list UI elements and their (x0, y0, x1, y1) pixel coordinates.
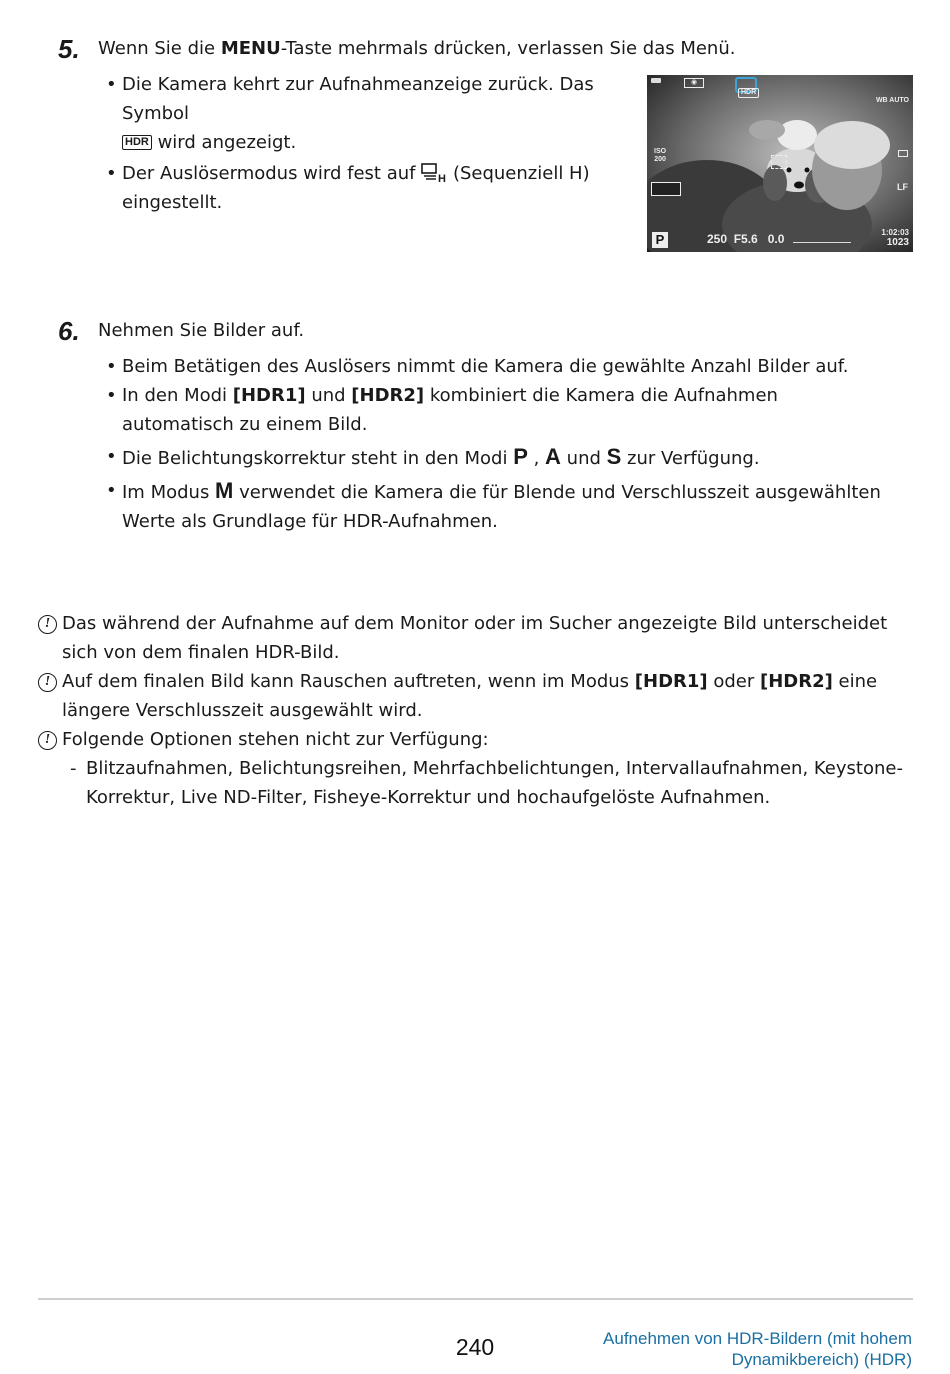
step-6-bullets (104, 352, 894, 536)
note-subitem (38, 754, 908, 812)
notes-section (38, 609, 908, 812)
text-segment: eine längere Verschlusszeit ausgewählt wird. (62, 671, 878, 721)
mode-p-label: P (513, 444, 528, 469)
note-text: Folgende Optionen stehen nicht zur Verfügung: (62, 729, 489, 750)
exposure-readout (707, 232, 784, 246)
hdr-icon: HDR (738, 88, 759, 98)
hdr1-label: [HDR1] (634, 671, 708, 692)
recording-info (881, 228, 909, 248)
bullet-item (104, 381, 894, 439)
text-segment: Die Kamera kehrt zur Aufnahmeanzeige zurück. Das Symbol (122, 74, 594, 124)
text-segment: -Taste mehrmals drücken, verlassen Sie das Menü. (280, 38, 736, 59)
wb-indicator: WB AUTO (875, 97, 909, 104)
text-segment: Im Modus (122, 482, 216, 503)
footer-divider (38, 1298, 913, 1300)
bullet-item (104, 352, 894, 381)
text-segment: Der Auslösermodus wird fest auf (122, 163, 416, 184)
step-text: Nehmen Sie Bilder auf. (98, 320, 305, 341)
face-detect-icon (651, 182, 681, 196)
section-title-link[interactable] (552, 1328, 912, 1370)
text-segment: Beim Betätigen des Auslösers nimmt die Kamera die gewählte Anzahl Bilder auf. (122, 356, 849, 377)
remaining-shots: 1023 (886, 237, 909, 248)
bullet-item (104, 442, 894, 473)
text-segment: und (560, 448, 607, 469)
menu-key-label: MENU (220, 38, 281, 59)
drive-sequential-h-icon (898, 150, 908, 157)
exposure-scale (793, 242, 851, 243)
bullet-item (104, 476, 894, 536)
text-segment: Auf dem finalen Bild kann Rauschen auftreten, wenn im Modus (62, 671, 635, 692)
hdr-icon: HDR (122, 135, 152, 150)
sequential-h-icon (421, 163, 447, 183)
step-number: 6. (58, 316, 80, 346)
quality-indicator: LF (897, 182, 908, 192)
hdr2-label: [HDR2] (759, 671, 833, 692)
iso-value: 200 (654, 156, 666, 163)
text-segment: , (527, 448, 546, 469)
bullet-item (104, 70, 639, 157)
battery-icon (651, 78, 661, 83)
text-segment: Wenn Sie die (98, 38, 221, 59)
section-title-line: Aufnehmen von HDR-Bildern (mit hohem (603, 1329, 912, 1348)
note-item (38, 667, 908, 725)
step-number: 5. (58, 34, 80, 64)
mode-m-label: M (215, 478, 234, 503)
text-segment: In den Modi (122, 385, 233, 406)
text-segment: wird angezeigt. (157, 132, 297, 153)
step-5 (58, 35, 735, 63)
svg-text:H: H (438, 173, 447, 183)
hdr-highlight-frame (735, 77, 757, 96)
af-target-icon (771, 155, 787, 169)
iso-indicator (654, 148, 666, 164)
shutter-speed: 250 (707, 232, 728, 246)
caution-icon: ! (38, 673, 57, 692)
note-item (38, 609, 908, 667)
text-segment: und (305, 385, 352, 406)
hdr1-label: [HDR1] (232, 385, 306, 406)
text-segment: eingestellt. (122, 192, 223, 213)
camera-live-view-screenshot (647, 75, 913, 252)
text-segment: zur Verfügung. (621, 448, 760, 469)
section-title-line: Dynamikbereich) (HDR) (731, 1350, 912, 1369)
step-6 (58, 317, 304, 345)
stabilizer-icon: ◉ (684, 78, 704, 88)
note-text: Das während der Aufnahme auf dem Monitor oder im Sucher angezeigte Bild unterscheidet sich von dem finalen HDR-Bild. (62, 613, 888, 663)
aperture: F5.6 (733, 232, 758, 246)
text-segment: (Sequenziell H) (452, 163, 590, 184)
remaining-time: 1:02:03 (881, 228, 909, 237)
mode-s-label: S (606, 444, 622, 469)
text-segment: verwendet die Kamera die für Blende und Verschlusszeit ausgewählten Werte als Grundlage für HDR-Aufnahmen. (122, 482, 881, 532)
caution-icon: ! (38, 731, 57, 750)
bullet-item (104, 159, 639, 217)
text-segment: kombiniert die Kamera die Aufnahmen automatisch zu einem Bild. (122, 385, 778, 435)
step-5-bullets (104, 70, 639, 217)
step-text (98, 35, 735, 63)
note-text: Blitzaufnahmen, Belichtungsreihen, Mehrfachbelichtungen, Intervallaufnahmen, Keystone-Korrektur, Live ND-Filter, Fisheye-Korrektur und hochaufgelöste Aufnahmen. (86, 758, 903, 808)
text-segment: oder (707, 671, 760, 692)
text-segment: Die Belichtungskorrektur steht in den Modi (122, 448, 514, 469)
page-number: 240 (455, 1334, 495, 1360)
dash-marker: - (70, 758, 77, 779)
exposure-compensation: 0.0 (767, 232, 785, 246)
caution-icon: ! (38, 615, 57, 634)
iso-label: ISO (654, 148, 667, 155)
shooting-mode: P (652, 232, 668, 248)
hdr2-label: [HDR2] (351, 385, 425, 406)
mode-a-label: A (545, 444, 561, 469)
note-item (38, 725, 908, 754)
